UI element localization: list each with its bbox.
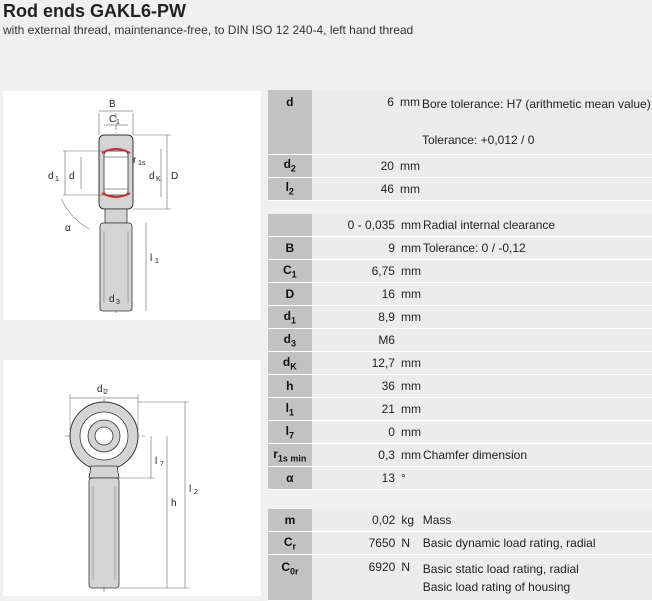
label-C1-sub: 1: [116, 119, 120, 126]
spec-row: [268, 154, 652, 177]
spec-description-line: Basic static load rating, radial: [422, 562, 579, 576]
spec-symbol-subscript: 1: [288, 407, 294, 418]
spec-value: 0 - 0,035: [312, 214, 401, 237]
spec-row: [268, 214, 652, 237]
spec-value: 8,9: [312, 306, 401, 329]
spec-description-line: Tolerance: +0,012 / 0: [421, 133, 535, 147]
label-d3: d: [109, 294, 115, 305]
spec-value: 0: [312, 421, 401, 444]
spec-value: 0,02: [312, 509, 401, 532]
spec-symbol: [268, 154, 312, 177]
spec-description-line: Chamfer dimension: [422, 448, 528, 462]
spec-value: 20: [312, 154, 400, 177]
spec-row: [268, 444, 652, 467]
label-d1: d: [48, 171, 54, 182]
label-d2: d: [97, 384, 103, 395]
spec-symbol: [268, 398, 312, 421]
spec-symbol-subscript: r: [292, 541, 297, 552]
spec-unit: mm: [400, 154, 420, 177]
spec-row: [268, 306, 652, 329]
spec-symbol-main: d: [282, 354, 291, 369]
spec-description: [421, 237, 652, 260]
spec-description: [421, 214, 652, 237]
spec-description: [421, 306, 652, 329]
spec-description: [421, 467, 652, 490]
spec-symbol-subscript: 2: [288, 186, 294, 197]
side-view-drawing: [3, 360, 261, 596]
label-l2-sub: 2: [194, 489, 198, 496]
spec-symbol: [268, 352, 312, 375]
spec-symbol: [268, 532, 312, 555]
spec-unit: mm: [401, 375, 421, 398]
side-view-drawing-svg: [3, 360, 261, 596]
spec-symbol-main: d: [286, 95, 294, 109]
section-drawing-svg: [3, 91, 261, 320]
spec-symbol-subscript: 3: [290, 338, 296, 349]
spec-value: 21: [312, 398, 401, 421]
label-r1s: r: [133, 155, 137, 166]
spec-row: [268, 421, 652, 444]
spec-row: [268, 283, 652, 306]
spec-symbol-main: h: [286, 379, 294, 393]
spec-description: [421, 329, 652, 352]
spec-unit: kg: [401, 509, 420, 532]
spec-symbol-main: l: [285, 400, 289, 415]
label-l7-sub: 7: [160, 461, 164, 468]
spec-value: 6,75: [312, 260, 401, 283]
spec-symbol-main: m: [284, 513, 296, 527]
spec-unit: mm: [401, 352, 421, 375]
spec-description: [421, 555, 652, 601]
spec-description-line: Basic load rating of housing: [422, 580, 571, 594]
label-r1s-sub: 1s: [138, 160, 146, 167]
spec-description: [421, 421, 652, 444]
spec-symbol-main: d: [283, 331, 291, 346]
spec-row: [268, 329, 652, 352]
spec-value: 6920: [312, 555, 401, 601]
label-C1: C: [109, 114, 117, 125]
spec-row: [268, 509, 652, 532]
spec-symbol: [268, 214, 312, 237]
spec-symbol-subscript: 2: [290, 163, 296, 174]
spec-symbol-subscript: 7: [288, 430, 294, 441]
spec-row: [268, 90, 652, 154]
spec-symbol: [268, 90, 312, 154]
spec-symbol: [268, 421, 312, 444]
spec-description-line: Radial internal clearance: [422, 218, 556, 232]
spec-row: [268, 467, 652, 490]
spec-symbol-main: C: [282, 262, 292, 277]
spec-row: [268, 555, 652, 601]
spec-symbol-subscript: 1s min: [277, 453, 307, 464]
label-alpha: α: [65, 223, 71, 234]
spec-unit: mm: [400, 90, 420, 154]
spec-symbol-main: C: [283, 534, 293, 549]
spec-symbol-subscript: 0r: [290, 566, 299, 577]
spec-unit: mm: [401, 398, 421, 421]
spec-value: 36: [312, 375, 401, 398]
label-D: D: [171, 171, 179, 182]
spec-value: 0,3: [312, 444, 401, 467]
spec-unit: mm: [401, 214, 421, 237]
spec-symbol: [268, 509, 312, 532]
spec-description-line: [422, 113, 652, 131]
spec-value: 6: [312, 90, 400, 154]
spec-description-line: Mass: [422, 513, 452, 527]
spec-symbol: [268, 444, 312, 467]
spec-symbol-main: l: [285, 423, 289, 438]
spec-unit: mm: [401, 421, 421, 444]
spec-row: [268, 532, 652, 555]
spec-description: [421, 398, 652, 421]
spec-value: 13: [312, 467, 401, 490]
label-d2-sub: 2: [104, 389, 108, 396]
spec-description: [421, 260, 652, 283]
label-l2: l: [189, 484, 192, 495]
spec-symbol-subscript: 1: [290, 315, 296, 326]
label-d: d: [69, 171, 75, 182]
spec-symbol: [268, 555, 312, 601]
spec-symbol-main: B: [285, 241, 295, 255]
spec-value: 46: [312, 177, 400, 200]
spec-table-load-ratings: [268, 509, 652, 601]
spec-row: [268, 375, 652, 398]
spec-symbol: [268, 329, 312, 352]
spec-description: [421, 532, 652, 555]
spec-symbol: [268, 283, 312, 306]
spec-unit: mm: [401, 444, 421, 467]
spec-description-line: Tolerance: 0 / -0,12: [422, 241, 526, 255]
label-dK: d: [149, 171, 155, 182]
spec-symbol-main: l: [285, 180, 289, 195]
spec-unit: [401, 329, 421, 352]
spec-row: [268, 398, 652, 421]
spec-table-dimensions-detail: [268, 214, 652, 490]
spec-description: [421, 283, 652, 306]
spec-description: [421, 352, 652, 375]
page-title: Rod ends GAKL6-PW: [3, 1, 186, 21]
spec-row: [268, 177, 652, 200]
spec-unit: mm: [400, 177, 420, 200]
page-subtitle: with external thread, maintenance-free, to DIN ISO 12 240-4, left hand thread: [3, 23, 414, 37]
label-B: B: [109, 99, 116, 110]
spec-row: [268, 260, 652, 283]
spec-value: 7650: [312, 532, 401, 555]
spec-symbol: [268, 260, 312, 283]
spec-description: [421, 509, 652, 532]
spec-symbol-main: C: [281, 560, 290, 574]
section-drawing: [3, 91, 261, 320]
spec-description-line: Basic dynamic load rating, radial: [422, 536, 596, 550]
spec-symbol: [268, 237, 312, 260]
spec-row: [268, 352, 652, 375]
spec-symbol-main: d: [283, 308, 291, 323]
spec-description: [420, 90, 652, 154]
spec-symbol: [268, 177, 312, 200]
spec-description-line: Bore tolerance: H7 (arithmetic mean value): [421, 97, 651, 111]
spec-symbol: [268, 467, 312, 490]
spec-table-dimensions-main: [268, 90, 652, 201]
spec-symbol-main: r: [273, 446, 278, 461]
label-l7: l: [155, 456, 158, 467]
spec-symbol-main: d: [283, 157, 291, 172]
label-h: h: [171, 498, 177, 509]
spec-unit: mm: [401, 237, 421, 260]
spec-symbol: [268, 375, 312, 398]
spec-symbol: [268, 306, 312, 329]
spec-unit: mm: [401, 260, 421, 283]
label-d3-sub: 3: [116, 299, 120, 306]
spec-description: [421, 375, 652, 398]
spec-value: M6: [312, 329, 401, 352]
spec-symbol-subscript: 1: [291, 269, 297, 280]
spec-unit: N: [401, 555, 420, 601]
spec-value: 9: [312, 237, 401, 260]
label-l1: l: [150, 253, 153, 264]
label-l1-sub: 1: [155, 258, 159, 265]
spec-value: 16: [312, 283, 401, 306]
spec-unit: mm: [401, 306, 421, 329]
spec-description: [420, 177, 652, 200]
spec-unit: N: [401, 532, 420, 555]
spec-symbol-main: D: [285, 287, 295, 301]
spec-unit: mm: [401, 283, 421, 306]
label-d1-sub: 1: [55, 176, 59, 183]
spec-value: 12,7: [312, 352, 401, 375]
spec-unit: °: [401, 467, 421, 490]
spec-description: [421, 444, 652, 467]
spec-row: [268, 237, 652, 260]
spec-symbol-subscript: K: [290, 361, 297, 372]
label-dK-sub: K: [156, 176, 161, 183]
spec-description: [420, 154, 652, 177]
spec-symbol-main: α: [286, 471, 294, 485]
